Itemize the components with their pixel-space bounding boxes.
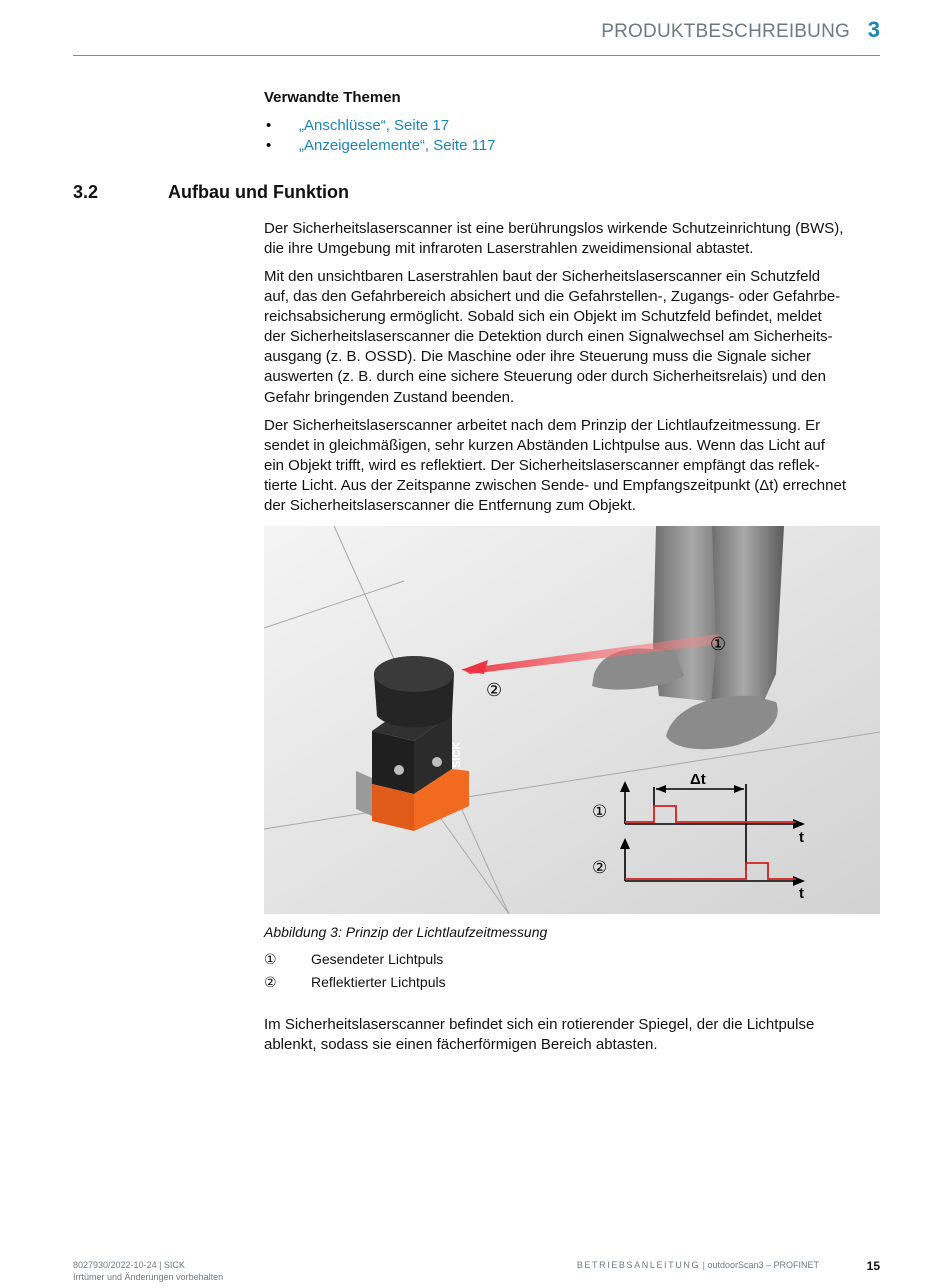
document-reference: 8027930/2022-10-24 | SICK <box>73 1260 185 1270</box>
chapter-title: PRODUKTBESCHREIBUNG <box>601 21 850 42</box>
callout-1: ① <box>710 634 727 655</box>
legend-text: Reflektierter Lichtpuls <box>311 974 446 990</box>
link-anzeigeelemente[interactable]: „Anzeigeelemente“, Seite 117 <box>299 137 496 154</box>
section-number: 3.2 <box>73 182 99 202</box>
text-line: Gefahr bringenden Zustand beenden. <box>264 388 515 406</box>
text-line: ablenkt, sodass sie einen fächerförmigen Bereich abtasten. <box>264 1036 658 1054</box>
text-line: sendet in gleichmäßigen, sehr kurzen Abständen Lichtpulse aus. Wenn das Licht auf <box>264 437 825 455</box>
legend-number: ② <box>264 974 277 990</box>
paragraph-closing <box>264 1015 882 1055</box>
diagram-row-1-label: ① <box>592 802 608 822</box>
text-line: tierte Licht. Aus der Zeitspanne zwischen Sende- und Empfangszeitpunkt (Δt) errechnet <box>264 477 846 495</box>
text-line: der Sicherheitslaserscanner die Entfernung zum Objekt. <box>264 497 636 515</box>
text-line: ausgang (z. B. OSSD). Die Maschine oder ihre Steuerung muss die Signale sicher <box>264 348 811 366</box>
footer-left <box>73 1259 223 1283</box>
text-line: Im Sicherheitslaserscanner befindet sich ein rotierender Spiegel, der die Lichtpulse <box>264 1016 815 1033</box>
related-topics-heading: Verwandte Themen <box>264 89 401 106</box>
text-line: die ihre Umgebung mit infraroten Laserstrahlen zweidimensional abtastet. <box>264 240 754 258</box>
text-line: reichsabsicherung ermöglicht. Sobald sich ein Objekt im Schutzfeld befindet, meldet <box>264 308 822 326</box>
text-line: Der Sicherheitslaserscanner ist eine berührungslos wirkende Schutzeinrichtung (BWS), <box>264 220 844 237</box>
section-title: Aufbau und Funktion <box>168 182 349 202</box>
floor <box>264 526 880 914</box>
scanner-brand-label: SICK <box>451 741 463 768</box>
text-line: Der Sicherheitslaserscanner arbeitet nach dem Prinzip der Lichtlaufzeitmessung. Er <box>264 417 821 434</box>
paragraph-2 <box>264 267 882 408</box>
document-type: BETRIEBSANLEITUNG <box>576 1260 701 1270</box>
figure-illustration <box>264 526 880 914</box>
link-anschluesse[interactable]: „Anschlüsse“, Seite 17 <box>299 117 450 134</box>
paragraph-1 <box>264 219 882 259</box>
text-line: auswerten (z. B. durch eine sichere Steuerung oder durch Sicherheitsrelais) und den <box>264 368 826 386</box>
legend-text: Gesendeter Lichtpuls <box>311 951 444 967</box>
delta-t-label: Δt <box>690 771 706 788</box>
text-line: ein Objekt trifft, wird es reflektiert. Der Sicherheitslaserscanner empfängt das reflek- <box>264 457 820 475</box>
chapter-number: 3 <box>867 17 880 42</box>
figure-time-of-flight <box>264 526 880 914</box>
time-axis-label: t <box>799 829 804 846</box>
text-line: der Sicherheitslaserscanner die Detektion durch einen Signalwechsel am Sicherheits- <box>264 328 833 346</box>
page-number: 15 <box>866 1259 880 1273</box>
disclaimer: Irrtümer und Änderungen vorbehalten <box>73 1272 224 1282</box>
footer-right <box>577 1260 819 1270</box>
bullet: • <box>266 137 272 154</box>
bullet: • <box>266 117 272 134</box>
page-header <box>73 0 880 56</box>
text-line: auf, das den Gefahrbereich absichert und die Gefahrstellen-, Zugangs- oder Gefahrbe- <box>264 288 841 306</box>
product-name: outdoorScan3 – PROFINET <box>707 1260 819 1270</box>
connector-block <box>356 771 372 816</box>
diagram-row-2-label: ② <box>592 858 608 878</box>
text-line: Mit den unsichtbaren Laserstrahlen baut der Sicherheitslaserscanner ein Schutzfeld <box>264 268 821 285</box>
callout-2: ② <box>486 680 503 701</box>
legend-number: ① <box>264 951 277 967</box>
time-axis-label: t <box>799 885 804 902</box>
figure-caption: Abbildung 3: Prinzip der Lichtlaufzeitmessung <box>264 924 548 940</box>
paragraph-3 <box>264 416 882 516</box>
footer-separator: | <box>702 1260 705 1270</box>
